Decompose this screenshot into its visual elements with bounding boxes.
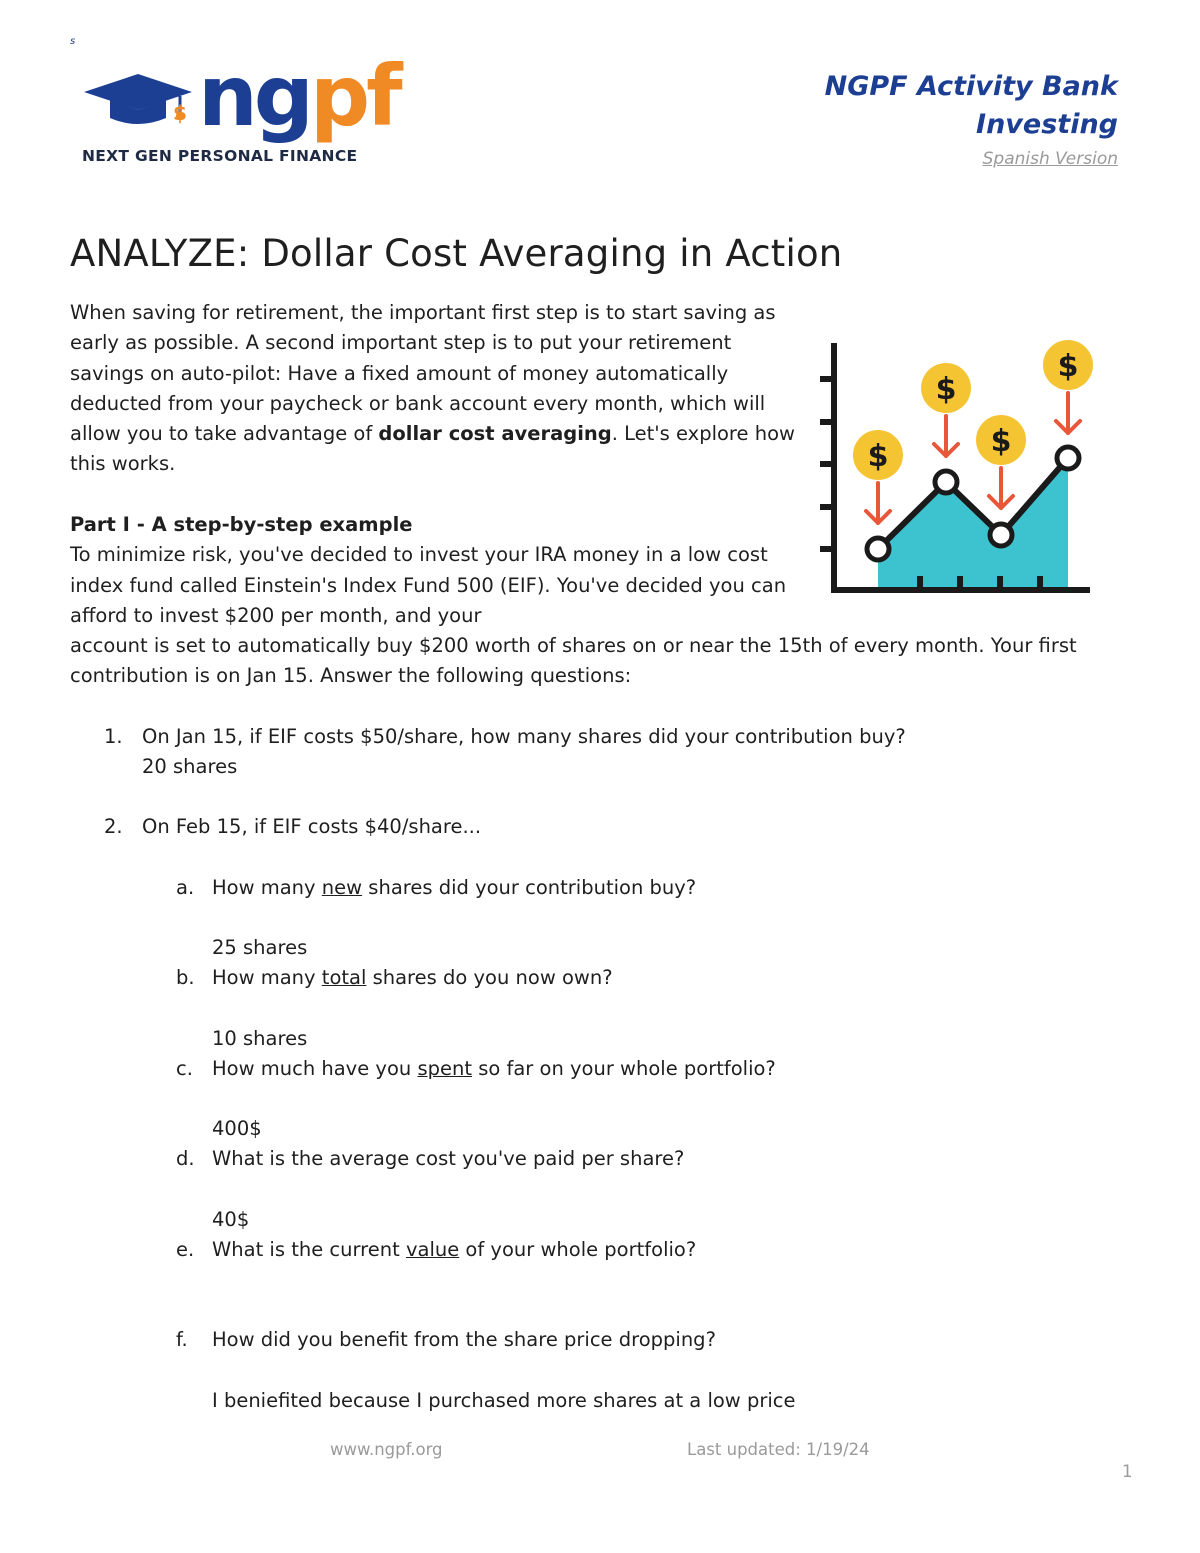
coin-dollar-3: $ xyxy=(990,424,1012,459)
q2-number: 2. xyxy=(104,815,123,838)
q2e-question: What is the current value of your whole portfolio? xyxy=(212,1238,697,1261)
q2c-answer: 400$ xyxy=(212,1117,262,1140)
q2d-letter: d. xyxy=(176,1147,195,1170)
q2d-question: What is the average cost you've paid per share? xyxy=(212,1147,685,1170)
q1-text: On Jan 15, if EIF costs $50/share, how many shares did your contribution buy? xyxy=(142,725,906,748)
q2a-letter: a. xyxy=(176,876,195,899)
intro-text: When saving for retirement, the important first step is to start saving as early as possible. A second important step is to put your retirement savings on auto-pilot: Have a fixed amount of money automatically deducted from your paycheck or bank account every month, which will allow you to take advantage of xyxy=(70,301,776,446)
footer-site-link[interactable]: www.ngpf.org xyxy=(330,1440,443,1459)
part-1-section xyxy=(70,510,1130,692)
q2f-answer: I beniefited because I purchased more shares at a low price xyxy=(212,1389,796,1412)
q2b-letter: b. xyxy=(176,966,195,989)
page-title: ANALYZE: Dollar Cost Averaging in Action xyxy=(70,232,843,275)
corner-mark: s xyxy=(70,36,76,47)
q2c-question: How much have you spent so far on your whole portfolio? xyxy=(212,1057,776,1080)
activity-bank-title: NGPF Activity Bank xyxy=(824,71,1118,102)
svg-text:$: $ xyxy=(173,101,187,125)
q2f-letter: f. xyxy=(176,1328,188,1351)
q2e-letter: e. xyxy=(176,1238,195,1261)
intro-text-end: . Let's explore how this works. xyxy=(70,422,795,476)
footer-last-updated: Last updated: 1/19/24 xyxy=(687,1440,870,1459)
page-number: 1 xyxy=(1122,1462,1133,1481)
header-right xyxy=(825,68,1118,174)
q2a-question: How many new shares did your contribution buy? xyxy=(212,876,697,899)
coin-dollar-2: $ xyxy=(935,372,957,407)
part-1-text-wide: account is set to automatically buy $200 worth of shares on or near the 15th of every month. Your first contribution is on Jan 15. Answer the following questions: xyxy=(70,634,1077,688)
logo-tagline: NEXT GEN PERSONAL FINANCE xyxy=(82,147,358,165)
intro-paragraph xyxy=(70,298,800,480)
spanish-version-link[interactable]: Spanish Version xyxy=(982,149,1118,169)
q2f-question: How did you benefit from the share price dropping? xyxy=(212,1328,716,1351)
coin-dollar-4: $ xyxy=(1057,349,1079,384)
q2a-answer: 25 shares xyxy=(212,936,308,959)
part-1-text-narrow: To minimize risk, you've decided to invest your IRA money in a low cost index fund called Einstein's Index Fund 500 (EIF). You've decided you can afford to invest $200 per month, and your xyxy=(70,543,787,627)
intro-bold: dollar cost averaging xyxy=(378,422,612,446)
coin-dollar-1: $ xyxy=(867,439,889,474)
q2d-answer: 40$ xyxy=(212,1208,250,1231)
logo-wordmark xyxy=(198,47,399,145)
logo-pf: pf xyxy=(309,47,399,145)
logo-ng: ng xyxy=(198,47,310,145)
q2c-letter: c. xyxy=(176,1057,193,1080)
q1-number: 1. xyxy=(104,725,123,748)
q2b-answer: 10 shares xyxy=(212,1027,308,1050)
q1-answer: 20 shares xyxy=(142,755,238,778)
investing-label: Investing xyxy=(976,109,1118,140)
q2b-question: How many total shares do you now own? xyxy=(212,966,613,989)
part-1-heading: Part I - A step-by-step example xyxy=(70,513,413,536)
q2-text: On Feb 15, if EIF costs $40/share... xyxy=(142,815,482,838)
